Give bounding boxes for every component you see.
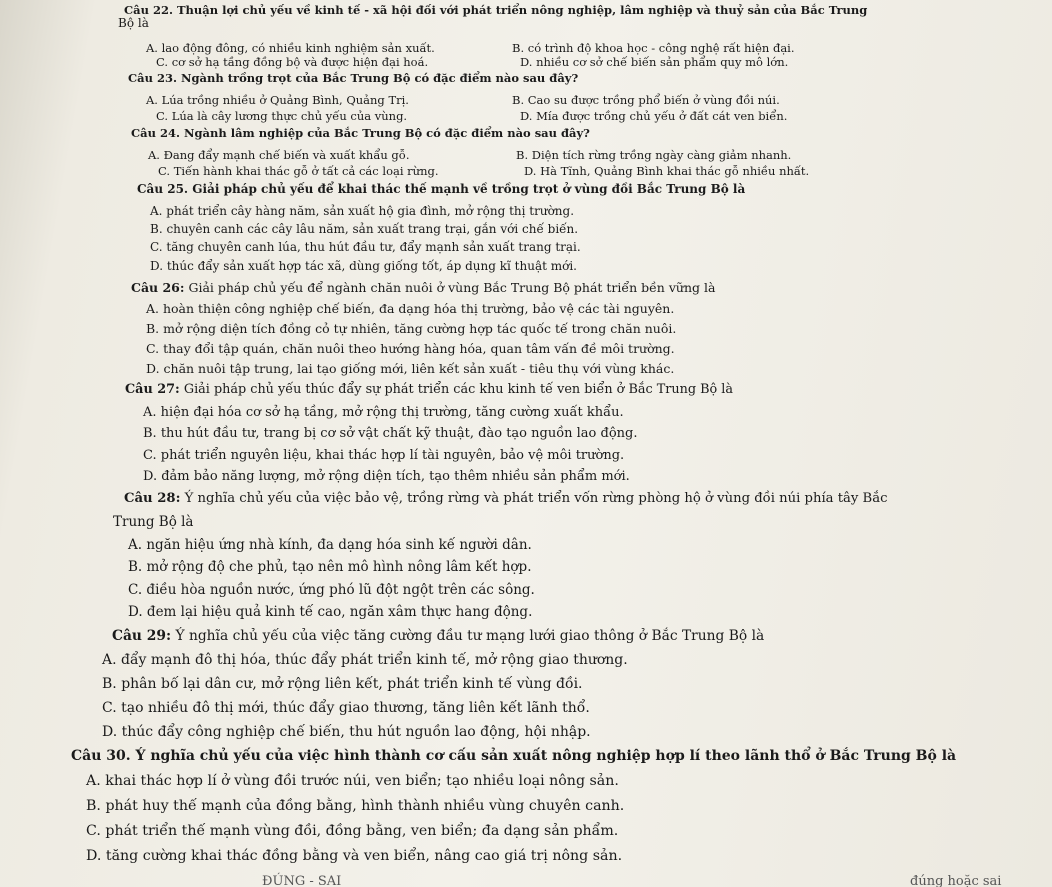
question-26-label: Câu 26: xyxy=(131,280,185,295)
question-28-text: Ý nghĩa chủ yếu của việc bảo vệ, trồng rừng và phát triển vốn rừng phòng hộ ở vùng đồi núi phía tây Bắc xyxy=(180,491,888,506)
q22-option-b: B. có trình độ khoa học - công nghệ rất hiện đại. xyxy=(512,41,795,55)
q25-option-d: D. thúc đẩy sản xuất hợp tác xã, dùng giống tốt, áp dụng kĩ thuật mới. xyxy=(150,259,577,273)
question-29-label: Câu 29: xyxy=(112,628,172,644)
q27-option-b: B. thu hút đầu tư, trang bị cơ sở vật chất kỹ thuật, đào tạo nguồn lao động. xyxy=(143,426,638,441)
q28-option-b: B. mở rộng độ che phủ, tạo nên mô hình nông lâm kết hợp. xyxy=(128,559,532,575)
q29-option-a: A. đẩy mạnh đô thị hóa, thúc đẩy phát triển kinh tế, mở rộng giao thương. xyxy=(102,652,628,668)
question-29-text: Ý nghĩa chủ yếu của việc tăng cường đầu tư mạng lưới giao thông ở Bắc Trung Bộ là xyxy=(171,628,765,644)
question-28-stem xyxy=(124,491,887,507)
q28-option-d: D. đem lại hiệu quả kinh tế cao, ngăn xâm thực hang động. xyxy=(128,604,533,620)
question-26-text: Giải pháp chủ yếu để ngành chăn nuôi ở vùng Bắc Trung Bộ phát triển bền vững là xyxy=(184,280,716,295)
q29-option-b: B. phân bố lại dân cư, mở rộng liên kết, phát triển kinh tế vùng đồi. xyxy=(102,676,583,692)
question-25-stem: Câu 25. Giải pháp chủ yếu để khai thác thế mạnh về trồng trọt ở vùng đồi Bắc Trung Bộ là xyxy=(137,182,746,196)
question-29-stem xyxy=(112,628,764,645)
question-22-stem-cont: Bộ là xyxy=(118,16,149,30)
q24-option-c: C. Tiến hành khai thác gỗ ở tất cả các loại rừng. xyxy=(158,164,439,178)
question-30-stem: Câu 30. Ý nghĩa chủ yếu của việc hình thành cơ cấu sản xuất nông nghiệp hợp lí theo lãnh thổ ở Bắc Trung Bộ là xyxy=(71,748,957,764)
question-28-stem-cont: Trung Bộ là xyxy=(113,514,194,530)
q27-option-d: D. đảm bảo năng lượng, mở rộng diện tích, tạo thêm nhiều sản phẩm mới. xyxy=(143,469,630,484)
question-22-stem: Câu 22. Thuận lợi chủ yếu về kinh tế - xã hội đối với phát triển nông nghiệp, lâm nghiệp và thuỷ sản của Bắc Trung xyxy=(124,3,868,17)
q26-option-c: C. thay đổi tập quán, chăn nuôi theo hướng hàng hóa, quan tâm vấn đề môi trường. xyxy=(146,341,675,356)
question-28-label: Câu 28: xyxy=(124,491,181,506)
section-heading-cutoff: ĐÚNG - SAI xyxy=(262,874,342,887)
q22-option-d: D. nhiều cơ sở chế biến sản phẩm quy mô lớn. xyxy=(520,55,789,69)
q26-option-b: B. mở rộng diện tích đồng cỏ tự nhiên, tăng cường hợp tác quốc tế trong chăn nuôi. xyxy=(146,321,677,336)
q25-option-a: A. phát triển cây hàng năm, sản xuất hộ gia đình, mở rộng thị trường. xyxy=(150,204,575,218)
q25-option-b: B. chuyên canh các cây lâu năm, sản xuất trang trại, gắn với chế biến. xyxy=(150,222,579,236)
q27-option-a: A. hiện đại hóa cơ sở hạ tầng, mở rộng thị trường, tăng cường xuất khẩu. xyxy=(143,405,624,420)
question-26-stem xyxy=(131,280,715,295)
question-27-stem xyxy=(125,382,733,397)
question-27-text: Giải pháp chủ yếu thúc đẩy sự phát triển các khu kinh tế ven biển ở Bắc Trung Bộ là xyxy=(179,382,734,397)
question-27-label: Câu 27: xyxy=(125,382,180,397)
q23-option-a: A. Lúa trồng nhiều ở Quảng Bình, Quảng Trị. xyxy=(146,93,409,107)
q23-option-d: D. Mía được trồng chủ yếu ở đất cát ven biển. xyxy=(520,109,788,123)
question-23-stem: Câu 23. Ngành trồng trọt của Bắc Trung Bộ có đặc điểm nào sau đây? xyxy=(128,71,579,85)
q27-option-c: C. phát triển nguyên liệu, khai thác hợp lí tài nguyên, bảo vệ môi trường. xyxy=(143,448,625,463)
q29-option-d: D. thúc đẩy công nghiệp chế biến, thu hút nguồn lao động, hội nhập. xyxy=(102,724,591,740)
q22-option-c: C. cơ sở hạ tầng đồng bộ và được hiện đại hoá. xyxy=(156,55,429,69)
q23-option-b: B. Cao su được trồng phổ biến ở vùng đồi núi. xyxy=(512,93,780,107)
q25-option-c: C. tăng chuyên canh lúa, thu hút đầu tư, đẩy mạnh sản xuất trang trại. xyxy=(150,240,581,254)
q24-option-b: B. Diện tích rừng trồng ngày càng giảm nhanh. xyxy=(516,148,792,162)
question-24-stem: Câu 24. Ngành lâm nghiệp của Bắc Trung Bộ có đặc điểm nào sau đây? xyxy=(131,126,590,140)
q26-option-d: D. chăn nuôi tập trung, lai tạo giống mới, liên kết sản xuất - tiêu thụ với vùng khác. xyxy=(146,361,675,376)
q30-option-d: D. tăng cường khai thác đồng bằng và ven biển, nâng cao giá trị nông sản. xyxy=(86,848,623,864)
q28-option-c: C. điều hòa nguồn nước, ứng phó lũ đột ngột trên các sông. xyxy=(128,582,535,598)
q24-option-a: A. Đang đẩy mạnh chế biến và xuất khẩu gỗ. xyxy=(148,148,410,162)
q30-option-c: C. phát triển thế mạnh vùng đồi, đồng bằng, ven biển; đa dạng sản phẩm. xyxy=(86,823,619,839)
q30-option-b: B. phát huy thế mạnh của đồng bằng, hình thành nhiều vùng chuyên canh. xyxy=(86,798,625,814)
q23-option-c: C. Lúa là cây lương thực chủ yếu của vùng. xyxy=(156,109,408,123)
q24-option-d: D. Hà Tĩnh, Quảng Bình khai thác gỗ nhiều nhất. xyxy=(524,164,810,178)
q22-option-a: A. lao động đông, có nhiều kinh nghiệm sản xuất. xyxy=(146,41,435,55)
q30-option-a: A. khai thác hợp lí ở vùng đồi trước núi, ven biển; tạo nhiều loại nông sản. xyxy=(86,773,619,789)
q29-option-c: C. tạo nhiều đô thị mới, thúc đẩy giao thương, tăng liên kết lãnh thổ. xyxy=(102,700,590,716)
q26-option-a: A. hoàn thiện công nghiệp chế biến, đa dạng hóa thị trường, bảo vệ các tài nguyên. xyxy=(146,301,675,316)
instruction-cutoff: đúng hoặc sai xyxy=(910,874,1002,887)
q28-option-a: A. ngăn hiệu ứng nhà kính, đa dạng hóa sinh kế người dân. xyxy=(128,537,532,553)
